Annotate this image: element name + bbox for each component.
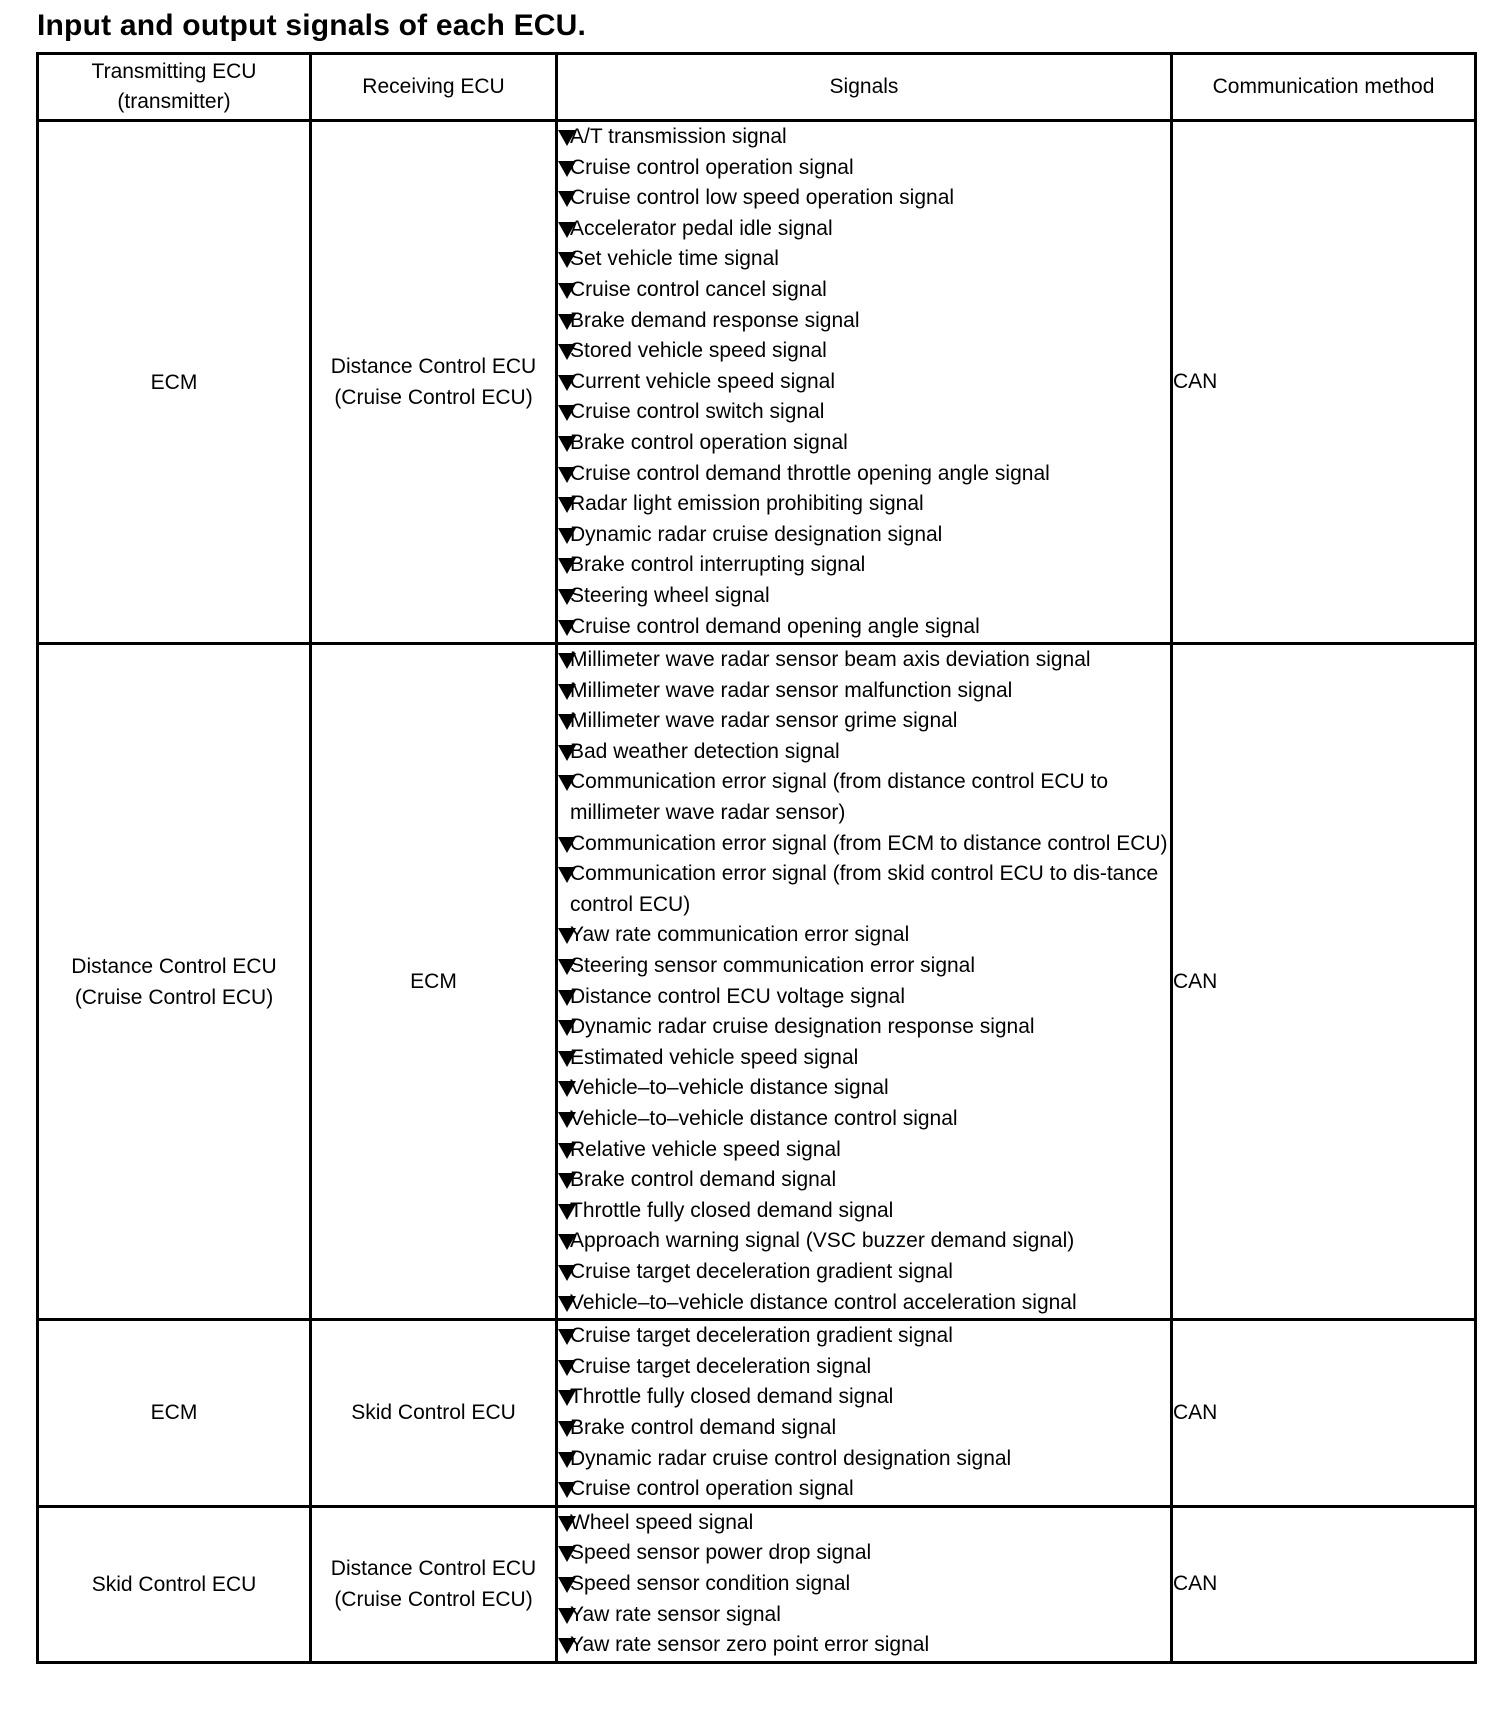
- triangle-bullet-icon: [558, 405, 576, 421]
- triangle-bullet-icon: [558, 1234, 576, 1250]
- triangle-bullet-icon: [558, 161, 576, 177]
- signal-item: [558, 1600, 1170, 1631]
- signal-label: Yaw rate communication error signal: [570, 923, 910, 947]
- receiving-ecu-cell: Skid Control ECU: [311, 1320, 557, 1507]
- signal-item: [558, 612, 1170, 643]
- page-title: Input and output signals of each ECU.: [37, 9, 587, 42]
- signal-item: [558, 1630, 1170, 1661]
- table-row: [38, 1320, 1476, 1507]
- signal-item: [558, 706, 1170, 737]
- signal-label: Dynamic radar cruise control designation signal: [570, 1446, 1012, 1470]
- triangle-bullet-icon: [558, 928, 576, 944]
- signal-label: Vehicle–to–vehicle distance control acceleration signal: [570, 1290, 1077, 1314]
- signal-list: [558, 645, 1170, 1318]
- triangle-bullet-icon: [558, 528, 576, 544]
- signal-label: Cruise target deceleration signal: [570, 1354, 872, 1378]
- signal-label: Brake demand response signal: [570, 308, 860, 332]
- signals-cell: [557, 1320, 1172, 1507]
- signal-label: Cruise control switch signal: [570, 400, 825, 424]
- signal-item: [558, 275, 1170, 306]
- triangle-bullet-icon: [558, 775, 576, 791]
- receiving-ecu-cell: Distance Control ECU (Cruise Control ECU): [311, 121, 557, 644]
- signal-label: Millimeter wave radar sensor grime signal: [570, 709, 958, 733]
- signal-item: [558, 1444, 1170, 1475]
- signal-label: A/T transmission signal: [570, 125, 787, 148]
- transmitting-ecu-cell: ECM: [38, 1320, 311, 1507]
- signal-label: Communication error signal (from skid control ECU to dis-tance control ECU): [570, 862, 1159, 916]
- signal-item: [558, 1043, 1170, 1074]
- communication-method-cell: CAN: [1172, 644, 1476, 1320]
- triangle-bullet-icon: [558, 1081, 576, 1097]
- communication-method-cell: CAN: [1172, 1506, 1476, 1662]
- signal-item: [558, 1508, 1170, 1539]
- signal-item: [558, 1413, 1170, 1444]
- triangle-bullet-icon: [558, 1577, 576, 1593]
- signal-label: Estimated vehicle speed signal: [570, 1045, 859, 1069]
- signal-item: [558, 520, 1170, 551]
- signal-item: [558, 1135, 1170, 1166]
- signal-label: Cruise control cancel signal: [570, 277, 827, 301]
- signal-item: [558, 550, 1170, 581]
- signal-item: [558, 1012, 1170, 1043]
- signal-label: Communication error signal (from distance control ECU to millimeter wave radar sensor): [570, 770, 1109, 825]
- receiving-ecu-cell: Distance Control ECU (Cruise Control ECU): [311, 1506, 557, 1662]
- signal-label: Millimeter wave radar sensor malfunction signal: [570, 678, 1013, 702]
- triangle-bullet-icon: [558, 467, 576, 483]
- triangle-bullet-icon: [558, 1296, 576, 1312]
- communication-method-cell: CAN: [1172, 1320, 1476, 1507]
- signal-item: [558, 829, 1170, 860]
- signal-label: Dynamic radar cruise designation response signal: [570, 1015, 1035, 1039]
- triangle-bullet-icon: [558, 1204, 576, 1220]
- signal-item: [558, 920, 1170, 951]
- triangle-bullet-icon: [558, 558, 576, 574]
- signal-item: [558, 645, 1170, 676]
- signal-label: Communication error signal (from ECM to distance control ECU): [570, 831, 1168, 855]
- triangle-bullet-icon: [558, 375, 576, 391]
- signal-label: Brake control demand signal: [570, 1168, 837, 1192]
- signal-item: [558, 153, 1170, 184]
- triangle-bullet-icon: [558, 222, 576, 238]
- signal-item: [558, 367, 1170, 398]
- triangle-bullet-icon: [558, 1173, 576, 1189]
- signal-label: Brake control operation signal: [570, 430, 848, 454]
- signal-item: [558, 1569, 1170, 1600]
- triangle-bullet-icon: [558, 1482, 576, 1498]
- signal-label: Cruise target deceleration gradient signal: [570, 1259, 953, 1283]
- signal-label: Wheel speed signal: [570, 1510, 754, 1534]
- triangle-bullet-icon: [558, 867, 576, 883]
- signal-item: [558, 951, 1170, 982]
- signal-item: [558, 1226, 1170, 1257]
- signal-label: Throttle fully closed demand signal: [570, 1198, 894, 1222]
- signal-item: [558, 183, 1170, 214]
- signal-item: [558, 1073, 1170, 1104]
- signal-item: [558, 1288, 1170, 1319]
- triangle-bullet-icon: [558, 283, 576, 299]
- triangle-bullet-icon: [558, 1546, 576, 1562]
- signal-label: Approach warning signal (VSC buzzer demand signal): [570, 1229, 1075, 1253]
- triangle-bullet-icon: [558, 684, 576, 700]
- triangle-bullet-icon: [558, 1265, 576, 1281]
- signal-label: Cruise control demand throttle opening angle signal: [570, 461, 1050, 485]
- triangle-bullet-icon: [558, 714, 576, 730]
- signal-list: [558, 1321, 1170, 1505]
- signal-item: [558, 737, 1170, 768]
- triangle-bullet-icon: [558, 497, 576, 513]
- signal-label: Current vehicle speed signal: [570, 369, 835, 393]
- communication-method-cell: CAN: [1172, 121, 1476, 644]
- signal-item: [558, 459, 1170, 490]
- signals-cell: [557, 121, 1172, 644]
- triangle-bullet-icon: [558, 1360, 576, 1376]
- signal-item: [558, 1538, 1170, 1569]
- header-transmitting-ecu: Transmitting ECU (transmitter): [38, 54, 311, 121]
- table-header-row: [38, 54, 1476, 121]
- triangle-bullet-icon: [558, 1143, 576, 1159]
- triangle-bullet-icon: [558, 1020, 576, 1036]
- triangle-bullet-icon: [558, 1608, 576, 1624]
- triangle-bullet-icon: [558, 653, 576, 669]
- signal-label: Distance control ECU voltage signal: [570, 984, 905, 1008]
- signal-label: Accelerator pedal idle signal: [570, 216, 833, 240]
- signal-label: Brake control interrupting signal: [570, 553, 866, 577]
- signal-label: Millimeter wave radar sensor beam axis deviation signal: [570, 648, 1091, 672]
- triangle-bullet-icon: [558, 436, 576, 452]
- signal-label: Cruise control operation signal: [570, 155, 854, 179]
- signals-cell: [557, 1506, 1172, 1662]
- signal-label: Speed sensor power drop signal: [570, 1541, 872, 1565]
- header-receiving-ecu: Receiving ECU: [311, 54, 557, 121]
- signal-item: [558, 676, 1170, 707]
- triangle-bullet-icon: [558, 745, 576, 761]
- transmitting-ecu-cell: Distance Control ECU (Cruise Control ECU): [38, 644, 311, 1320]
- header-communication-method: Communication method: [1172, 54, 1476, 121]
- triangle-bullet-icon: [558, 1329, 576, 1345]
- signal-item: [558, 859, 1170, 920]
- triangle-bullet-icon: [558, 344, 576, 360]
- signal-label: Vehicle–to–vehicle distance control signal: [570, 1107, 958, 1130]
- signal-item: [558, 428, 1170, 459]
- signal-item: [558, 1257, 1170, 1288]
- triangle-bullet-icon: [558, 191, 576, 207]
- signal-label: Cruise control low speed operation signal: [570, 186, 955, 210]
- table-row: [38, 121, 1476, 644]
- signal-label: Steering wheel signal: [570, 583, 770, 607]
- triangle-bullet-icon: [558, 1638, 576, 1654]
- signal-item: [558, 397, 1170, 428]
- triangle-bullet-icon: [558, 1112, 576, 1128]
- header-signals: Signals: [557, 54, 1172, 121]
- signal-item: [558, 489, 1170, 520]
- signal-label: Yaw rate sensor zero point error signal: [570, 1633, 930, 1657]
- signal-item: [558, 1382, 1170, 1413]
- signal-item: [558, 122, 1170, 153]
- table-row: [38, 644, 1476, 1320]
- triangle-bullet-icon: [558, 314, 576, 330]
- signal-label: Vehicle–to–vehicle distance signal: [570, 1076, 889, 1100]
- signal-label: Steering sensor communication error signal: [570, 954, 976, 978]
- signal-label: Cruise target deceleration gradient signal: [570, 1324, 953, 1348]
- signal-item: [558, 1474, 1170, 1505]
- triangle-bullet-icon: [558, 1516, 576, 1532]
- triangle-bullet-icon: [558, 589, 576, 605]
- signal-label: Bad weather detection signal: [570, 739, 840, 763]
- table-body: [38, 121, 1476, 1663]
- signal-label: Speed sensor condition signal: [570, 1571, 851, 1595]
- signal-label: Dynamic radar cruise designation signal: [570, 522, 943, 546]
- signal-item: [558, 1165, 1170, 1196]
- signal-item: [558, 767, 1170, 828]
- triangle-bullet-icon: [558, 252, 576, 268]
- transmitting-ecu-cell: Skid Control ECU: [38, 1506, 311, 1662]
- signal-item: [558, 1321, 1170, 1352]
- signal-item: [558, 244, 1170, 275]
- triangle-bullet-icon: [558, 1051, 576, 1067]
- signal-item: [558, 581, 1170, 612]
- signal-item: [558, 336, 1170, 367]
- signals-cell: [557, 644, 1172, 1320]
- signal-item: [558, 982, 1170, 1013]
- signal-item: [558, 1196, 1170, 1227]
- receiving-ecu-cell: ECM: [311, 644, 557, 1320]
- signal-list: [558, 122, 1170, 642]
- signal-label: Radar light emission prohibiting signal: [570, 492, 924, 516]
- signal-item: [558, 1352, 1170, 1383]
- signal-label: Throttle fully closed demand signal: [570, 1385, 894, 1409]
- triangle-bullet-icon: [558, 130, 576, 146]
- triangle-bullet-icon: [558, 620, 576, 636]
- triangle-bullet-icon: [558, 1421, 576, 1437]
- ecu-signals-table: [36, 52, 1477, 1664]
- transmitting-ecu-cell: ECM: [38, 121, 311, 644]
- triangle-bullet-icon: [558, 990, 576, 1006]
- triangle-bullet-icon: [558, 1390, 576, 1406]
- signal-label: Cruise control demand opening angle signal: [570, 614, 980, 638]
- signal-item: [558, 306, 1170, 337]
- signal-label: Yaw rate sensor signal: [570, 1602, 781, 1626]
- signal-list: [558, 1508, 1170, 1661]
- signal-label: Cruise control operation signal: [570, 1477, 854, 1501]
- signal-label: Set vehicle time signal: [570, 247, 779, 271]
- signal-label: Relative vehicle speed signal: [570, 1137, 841, 1161]
- signal-label: Stored vehicle speed signal: [570, 339, 827, 363]
- signal-item: [558, 214, 1170, 245]
- triangle-bullet-icon: [558, 1452, 576, 1468]
- triangle-bullet-icon: [558, 959, 576, 975]
- signal-label: Brake control demand signal: [570, 1415, 837, 1439]
- triangle-bullet-icon: [558, 837, 576, 853]
- table-row: [38, 1506, 1476, 1662]
- signal-item: [558, 1104, 1170, 1135]
